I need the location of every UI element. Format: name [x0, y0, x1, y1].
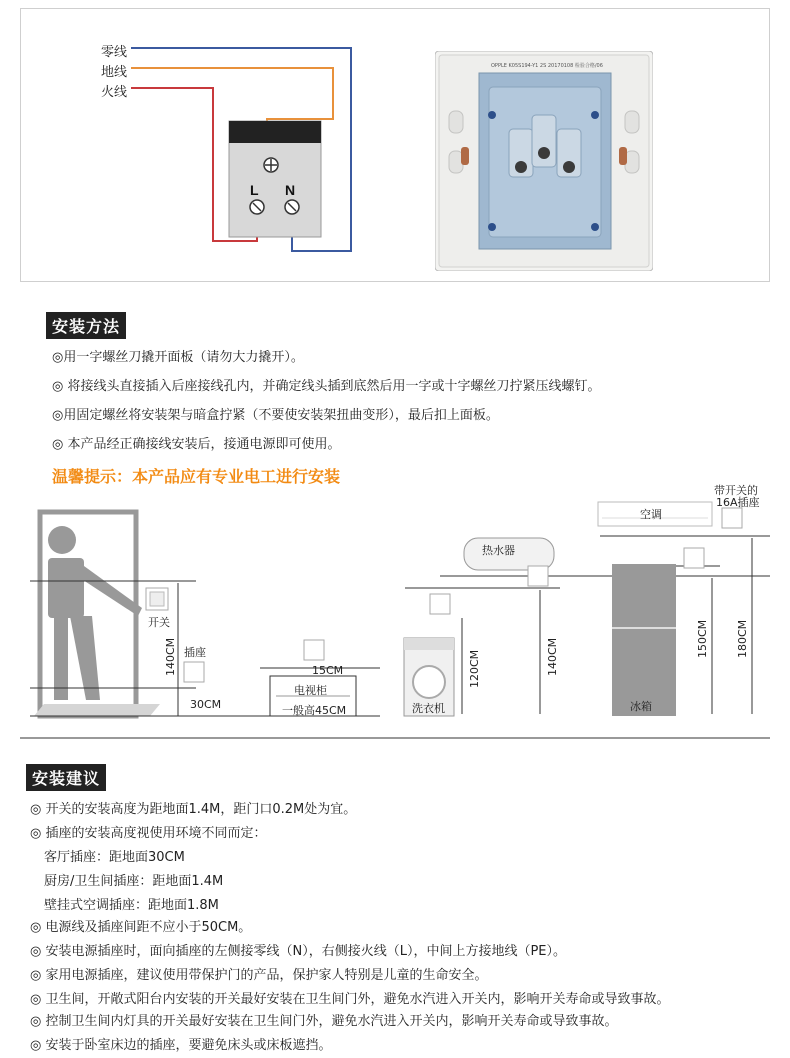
diagram-drawing — [0, 478, 790, 748]
terminal-n-label: N — [285, 182, 296, 198]
tv-socket — [304, 640, 324, 660]
install-tip: 温馨提示：本产品应有专业电工进行安装 — [52, 467, 341, 486]
aircon-socket-label-2: 16A插座 — [716, 496, 760, 509]
install-step-3: ◎用固定螺丝将安装架与暗盒拧紧（不要使安装架扭曲变形），最后扣上面板。 — [52, 408, 499, 423]
fridge-socket — [684, 548, 704, 568]
suggestion-line-8: ◎ 家用电源插座，建议使用带保护门的产品，保护家人特别是儿童的生命安全。 — [30, 968, 488, 983]
suggestion-line-2: ◎ 插座的安装高度视使用环境不同而定： — [30, 826, 267, 841]
height-180-label: 180CM — [736, 619, 749, 658]
photo-header-text: OPPLE K05S194-Y1 2S 20170108 检验合格/06 — [491, 63, 603, 69]
height-140-heater-label: 140CM — [546, 637, 559, 676]
height-120-label: 120CM — [468, 649, 481, 688]
height-15-label: 15CM — [312, 664, 344, 677]
suggestion-line-7: ◎ 安装电源插座时，面向插座的左侧接零线（N），右侧接火线（L），中间上方接地线（PE）。 — [30, 944, 566, 959]
aircon-label: 空调 — [640, 508, 662, 521]
install-step-1: ◎用一字螺丝刀撬开面板（请勿大力撬开）。 — [52, 350, 304, 365]
heater-socket — [528, 566, 548, 586]
socket-label: 插座 — [184, 646, 206, 659]
ground-wire-label: 地线 — [101, 65, 128, 80]
wiring-diagram-panel — [20, 8, 770, 282]
suggestion-line-3: 客厅插座：距地面30CM — [44, 850, 185, 865]
suggestion-line-5: 壁挂式空调插座：距地面1.8M — [44, 898, 219, 913]
aircon-socket-label-1: 带开关的 — [714, 484, 758, 497]
suggestion-line-11: ◎ 安装于卧室床边的插座，要避免床头或床板遮挡。 — [30, 1038, 332, 1053]
living-socket — [184, 662, 204, 682]
suggestion-line-6: ◎ 电源线及插座间距不应小于50CM。 — [30, 920, 252, 935]
install-suggestions-heading: 安装建议 — [26, 764, 106, 791]
installation-height-diagram — [0, 478, 790, 748]
neutral-wire-label: 零线 — [101, 45, 128, 60]
switch-label: 开关 — [148, 616, 170, 629]
section-divider — [20, 738, 770, 739]
socket-top — [229, 121, 321, 143]
tv-height-label: 一般高45CM — [282, 704, 347, 717]
suggestion-line-4: 厨房/卫生间插座：距地面1.4M — [44, 874, 224, 889]
wiring-schematic — [21, 9, 771, 283]
refrigerator — [612, 564, 676, 716]
live-wire-label: 火线 — [101, 85, 128, 100]
install-method-heading: 安装方法 — [46, 312, 126, 339]
suggestion-line-1: ◎ 开关的安装高度为距地面1.4M，距门口0.2M处为宜。 — [30, 802, 357, 817]
socket-back-photo — [435, 51, 653, 271]
install-step-4: ◎ 本产品经正确接线安装后，接通电源即可使用。 — [52, 437, 341, 452]
washer-label: 洗衣机 — [412, 702, 445, 715]
install-step-2: ◎ 将接线头直接插入后座接线孔内，并确定线头插到底然后用一字或十字螺丝刀拧紧压线螺钉。 — [52, 379, 601, 394]
suggestion-line-9: ◎ 卫生间，开敞式阳台内安装的开关最好安装在卫生间门外，避免水汽进入开关内，影响开关寿命或导致事故。 — [30, 992, 670, 1007]
tv-cabinet-label: 电视柜 — [294, 684, 327, 697]
fridge-label: 冰箱 — [630, 700, 652, 713]
water-heater-label: 热水器 — [482, 544, 515, 557]
terminal-l-label: L — [250, 182, 259, 198]
suggestion-line-10: ◎ 控制卫生间内灯具的开关最好安装在卫生间门外，避免水汽进入开关内，影响开关寿命或导致事故。 — [30, 1014, 618, 1029]
height-140-switch-label: 140CM — [164, 637, 177, 676]
height-30-label: 30CM — [190, 698, 222, 711]
aircon-socket — [722, 508, 742, 528]
washer-socket — [430, 594, 450, 614]
height-150-label: 150CM — [696, 619, 709, 658]
